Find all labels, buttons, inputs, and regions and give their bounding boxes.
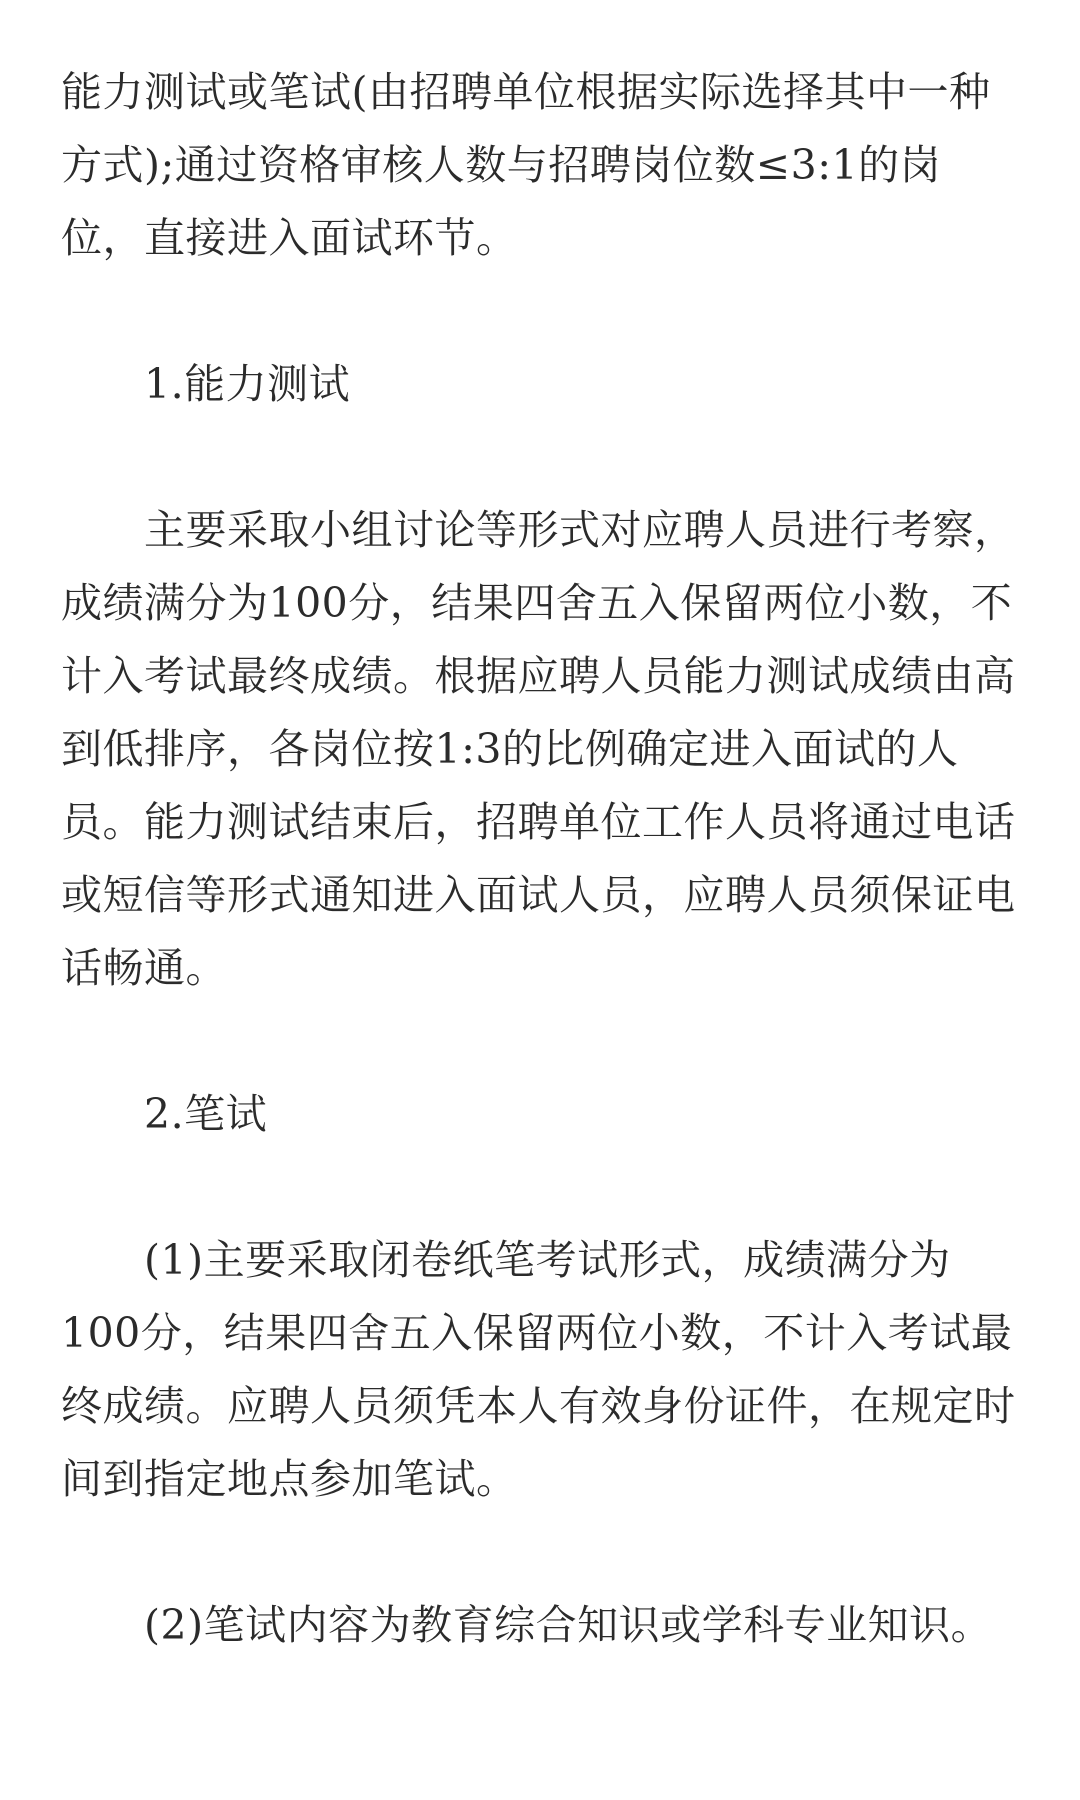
paragraph-ability-test: 主要采取小组讨论等形式对应聘人员进行考察，成绩满分为100分，结果四舍五入保留两位小数，不计入考试最终成绩。根据应聘人员能力测试成绩由高到低排序，各岗位按1:3的比例确定进入面试的人员。能力测试结束后，招聘单位工作人员将通过电话或短信等形式通知进入面试人员，应聘人员须保证电话畅通。	[61, 506, 1016, 992]
section-heading-written-test: 2.笔试	[144, 1090, 268, 1138]
paragraph-written-test-1: (1)主要采取闭卷纸笔考试形式，成绩满分为100分，结果四舍五入保留两位小数，不计入考试最终成绩。应聘人员须凭本人有效身份证件，在规定时间到指定地点参加笔试。	[61, 1236, 1016, 1503]
paragraph-written-test-2: (2)笔试内容为教育综合知识或学科专业知识。	[144, 1601, 993, 1649]
article-body	[61, 56, 1021, 1662]
paragraph-intro-continued: 能力测试或笔试(由招聘单位根据实际选择其中一种方式);通过资格审核人数与招聘岗位数≤3:1的岗位，直接进入面试环节。	[61, 68, 991, 262]
section-heading-ability-test: 1.能力测试	[144, 360, 351, 408]
